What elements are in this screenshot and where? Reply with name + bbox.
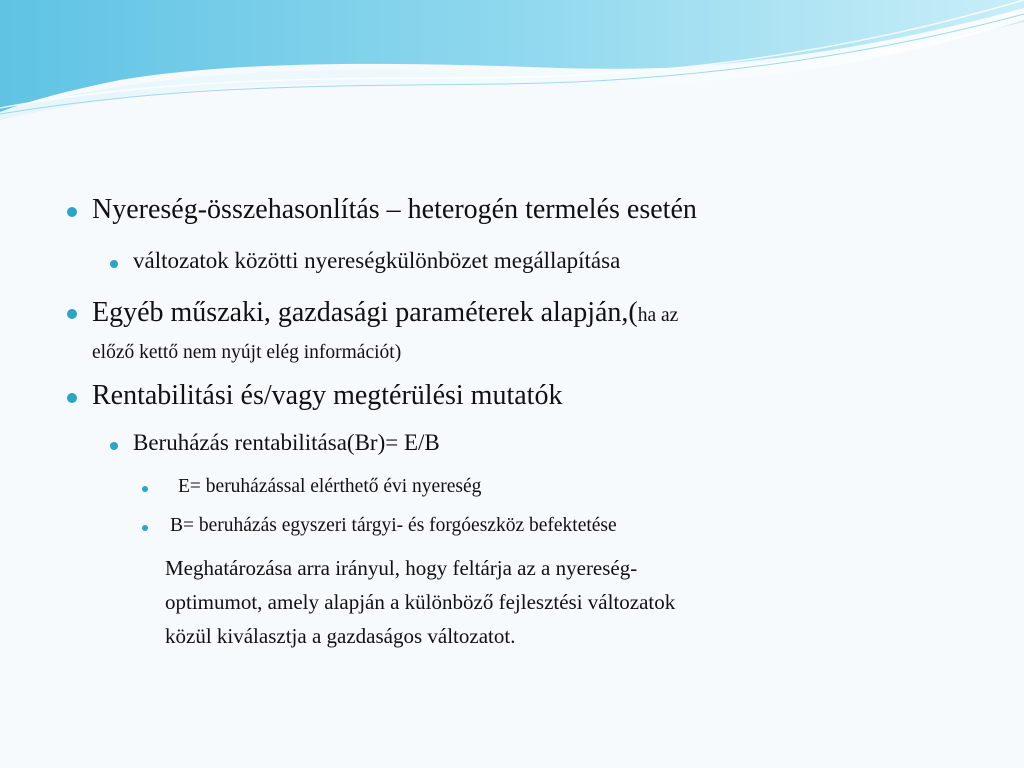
- bullet-egyeb-continuation: előző kettő nem nyújt elég információt): [92, 342, 402, 363]
- bullet-egyeb-small: ha az: [637, 305, 679, 326]
- sub-sub-bullet-icon: [142, 525, 148, 531]
- paragraph-line-2: optimumot, amely alapján a különböző fejlesztési változatok: [165, 590, 676, 614]
- bullet-icon: [67, 393, 77, 403]
- sub-sub-bullet-b: B= beruházás egyszeri tárgyi- és forgóeszköz befektetése: [170, 515, 617, 536]
- bullet-heterogen: Nyereség-összehasonlítás – heterogén termelés esetén: [92, 194, 697, 225]
- sub-sub-bullet-e: E= beruházással elérthető évi nyereség: [178, 476, 482, 497]
- bullet-rentabilitasi: Rentabilitási és/vagy megtérülési mutatók: [92, 380, 563, 411]
- sub-bullet-valtozatok: változatok közötti nyereségkülönbözet megállapítása: [133, 248, 621, 273]
- bullet-egyeb: [92, 297, 678, 329]
- sub-bullet-icon: [110, 442, 118, 450]
- paragraph-line-3: közül kiválasztja a gazdaságos változatot.: [165, 624, 516, 648]
- sub-bullet-beruhazas: Beruházás rentabilitása(Br)= E/B: [133, 430, 440, 455]
- sub-bullet-icon: [110, 260, 118, 268]
- paragraph-line-1: Meghatározása arra irányul, hogy feltárja az a nyereség-: [165, 556, 638, 580]
- bullet-icon: [67, 207, 77, 217]
- bullet-icon: [67, 309, 77, 319]
- sub-sub-bullet-icon: [142, 486, 148, 492]
- bullet-egyeb-main: Egyéb műszaki, gazdasági paraméterek alapján,(: [92, 297, 638, 328]
